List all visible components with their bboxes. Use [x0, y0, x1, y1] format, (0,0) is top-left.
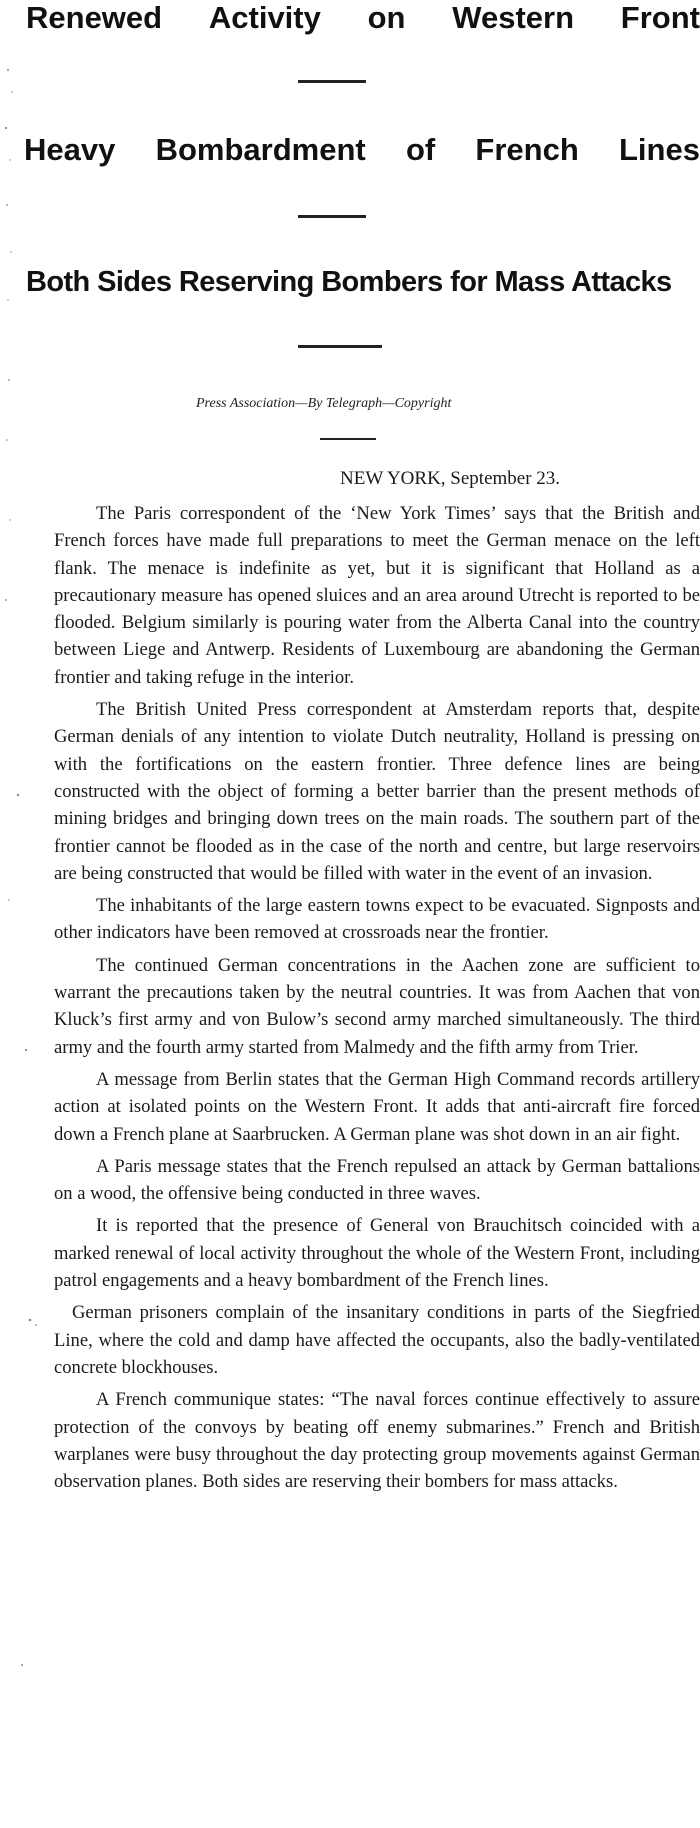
dateline: NEW YORK, September 23.	[340, 468, 561, 489]
article-paragraph: The British United Press correspondent at Amsterdam reports that, despite German denials of any intention to violate Dutch neutrality, Holland is pressing on with the fortifications on the eastern frontier. Three defence lines are being constructed with the object of forming a better barrier than the present methods of mining bridges and bringing down trees on the main roads. The southern part of the frontier cannot be flooded as in the case of the north and centre, but large reservoirs are being constructed that would be filled with water in the event of an invasion.	[54, 699, 700, 884]
article-body	[54, 500, 700, 1500]
headline-word: French	[475, 132, 579, 167]
headline-word: Activity	[208, 0, 321, 35]
wire-credit: Press Association—By Telegraph—Copyright	[196, 396, 452, 411]
article-paragraph: German prisoners complain of the insanitary conditions in parts of the Siegfried Line, where the cold and damp have affected the occupants, also the badly-ventilated concrete blockhouses.	[54, 1302, 700, 1378]
article-paragraph: A message from Berlin states that the German High Command records artillery action at isolated points on the Western Front. It adds that anti-aircraft fire forced down a French plane at Saarbrucken. A German plane was shot down in an air fight.	[54, 1068, 700, 1145]
headline-word: Bombardment	[155, 132, 366, 167]
headline-word: Front	[620, 0, 700, 35]
divider-rule	[298, 80, 366, 83]
headline-word: on	[367, 0, 406, 35]
headline-word: Renewed	[26, 0, 163, 35]
headline-secondary	[24, 134, 700, 165]
headline-tertiary: Both Sides Reserving Bombers for Mass Attacks	[26, 266, 672, 298]
paper-specks	[0, 0, 40, 1828]
article-paragraph: It is reported that the presence of General von Brauchitsch coincided with a marked renewal of local activity throughout the whole of the Western Front, including patrol engagements and a heavy bombardment of the French lines.	[54, 1215, 700, 1292]
headline-word: Lines	[619, 132, 700, 167]
headline-word: Western	[452, 0, 575, 35]
headline-primary	[26, 2, 700, 33]
article-paragraph: A Paris message states that the French repulsed an attack by German battalions on a wood, the offensive being conducted in three waves.	[54, 1155, 700, 1205]
divider-rule	[320, 438, 376, 440]
headline-word: Heavy	[24, 132, 116, 167]
divider-rule	[298, 345, 382, 348]
article-paragraph: A French communique states: “The naval forces continue effectively to assure protection of the convoys by beating off enemy submarines.” French and British warplanes were busy throughout the day protecting group movements against German observation planes. Both sides are reserving their bombers for mass attacks.	[54, 1389, 700, 1493]
article-paragraph: The Paris correspondent of the ‘New York Times’ says that the British and French forces have made full preparations to meet the German menace on the left flank. The menace is indefinite as yet, but it is significant that Holland as a precautionary measure has opened sluices and an area around Utrecht is reported to be flooded. Belgium similarly is pouring water from the Alberta Canal into the country between Liege and Antwerp. Residents of Luxembourg are abandoning the German frontier and taking refuge in the interior.	[54, 503, 700, 688]
article-paragraph: The inhabitants of the large eastern towns expect to be evacuated. Signposts and other indicators have been removed at crossroads near the frontier.	[54, 895, 700, 944]
headline-word: of	[405, 132, 436, 167]
divider-rule	[298, 215, 366, 218]
article-paragraph: The continued German concentrations in the Aachen zone are sufficient to warrant the precautions taken by the neutral countries. It was from Aachen that von Kluck’s first army and von Bulow’s second army marched simultaneously. The third army and the fourth army started from Malmedy and the fifth army from Trier.	[54, 954, 700, 1058]
